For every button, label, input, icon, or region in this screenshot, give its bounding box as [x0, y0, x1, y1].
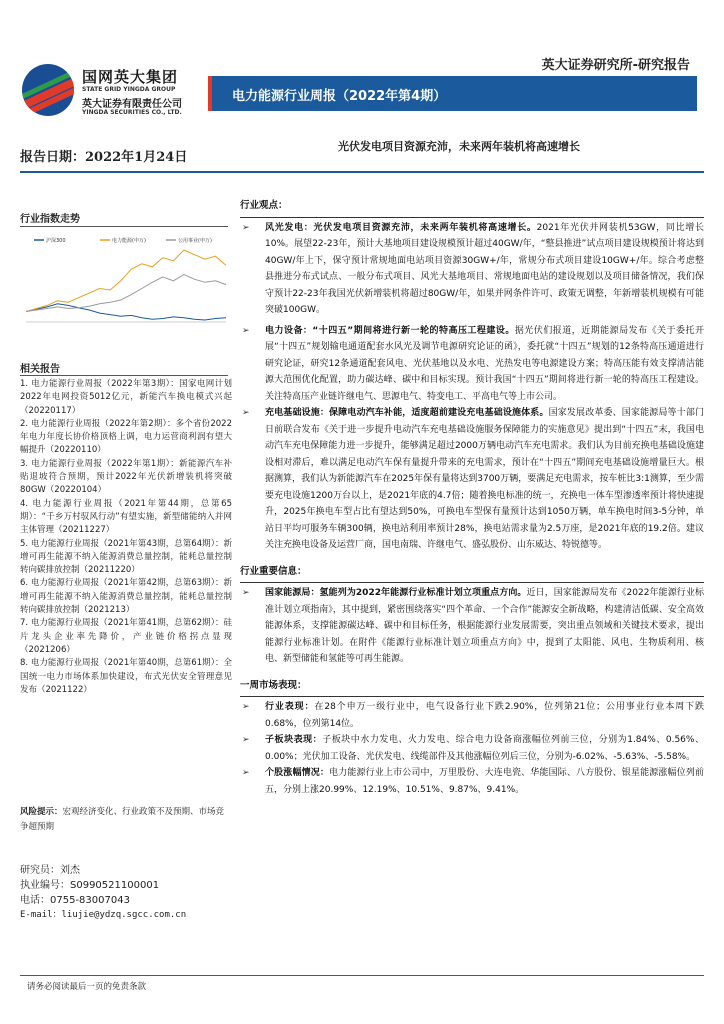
bullet-head: 风光发电：光伏发电项目资源充沛，未来两年装机将高速增长。 [265, 222, 537, 233]
series-line [26, 304, 226, 320]
analyst-email[interactable]: E-mail：liujie@ydzq.sgcc.com.cn [20, 910, 187, 920]
bullet-arrow-icon: ➢ [242, 408, 250, 418]
risk-label: 风险提示： [20, 807, 63, 817]
bullet-text: 近日，国家能源局发布《2022年能源行业标准计划立项指南》，其中提到，紧密围绕落实“四个革命、一个合作”能源安全新战略，构建清洁低碳、安全高效能源体系，支撑能源碳达峰、碳中和目标任务，根据能源行业发展需要，突出重点领域和关键技术要求，提出能源行业标准计划。在附件《能源行业标准计划立项重点方向》中，提到了太阳能、风电、生物质利用、核电、新型储能和氢能等可再生能源。 [265, 588, 704, 664]
legend-label: 电力能源(申万) [112, 238, 146, 244]
footer-disclaimer: 请务必阅读最后一页的免责条款 [27, 982, 147, 992]
bullet-text: 子板块中水力发电、火力发电、综合电力设备商涨幅位列前三位，分别为1.84%、0.56%、0.00%；光伏加工设备、光伏发电、线缆部件及其他涨幅位列后三位，分别为-6.02%、-5.63%、-5.58%。 [265, 735, 704, 762]
market-bullet [240, 765, 704, 798]
market-performance-title: 一周市场表现： [240, 679, 307, 691]
series-line [26, 250, 226, 312]
related-report-item[interactable]: 8. 电力能源行业周报（2021年第40期，总第61期）：全国统一电力市场体系加快建设，布式光伏安全管理意见发布（2021122） [20, 658, 232, 695]
bullet-head: 国家能源局：氢能列为2022年能源行业标准计划立项重点方向。 [265, 588, 527, 598]
sidebar-divider [20, 226, 228, 227]
bullet-text: 在28个申万一级行业中，电气设备行业下跌2.90%，位列第21位；公用事业行业本周下跌0.68%，位列第14位。 [265, 702, 704, 729]
analyst-phone: 电话：0755-83007043 [20, 895, 130, 906]
bullet-head: 行业表现： [265, 702, 315, 712]
subsidiary-name-en: YINGDA SECURITIES CO., LTD. [82, 109, 182, 116]
bullet-arrow-icon: ➢ [242, 588, 250, 598]
bullet-arrow-icon: ➢ [242, 702, 250, 712]
related-report-item[interactable]: 4. 电力能源行业周报（2021年第44期，总第65期）：“千乡万村驭风行动”有望实施，新型储能纳入并网主体管理（20211227） [20, 498, 232, 536]
related-report-item[interactable]: 3. 电力能源行业周报（2022年第1期）：新能源汽车补贴退坡符合预期，预计2022年光伏新增装机将突破80GW（20220104） [20, 458, 232, 496]
related-report-item[interactable]: 1. 电力能源行业周报（2022年第3期）：国家电网计划2022年电网投资5012亿元，新能汽车换电模式兴起（20220117） [20, 379, 232, 416]
section-divider [240, 582, 704, 583]
series-line [26, 275, 226, 312]
section-divider [240, 217, 704, 218]
header-divider [20, 171, 704, 173]
main-content [240, 198, 704, 798]
related-report-item[interactable]: 7. 电力能源行业周报（2021年第41期，总第62期）：硅片龙头企业率先降价，产业链价格拐点显现（2021206） [20, 618, 232, 655]
bullet-arrow-icon: ➢ [242, 735, 250, 745]
index-trend-chart [20, 232, 232, 332]
industry-view-title: 行业观点： [240, 200, 288, 211]
related-report-item[interactable]: 2. 电力能源行业周报（2022年第2期）：多个省份2022年电力年度长协价格顶格上调，电力运营商利润有望大幅提升（20220110） [20, 418, 232, 456]
bullet-head: 个股涨幅情况： [265, 768, 330, 778]
analyst-info [20, 863, 232, 923]
related-reports-title: 相关报告 [20, 364, 60, 375]
bullet-head: 电力设备：“十四五”期间将进行新一轮的特高压工程建设。 [265, 325, 515, 336]
report-brand: 英大证券研究所-研究报告 [541, 58, 690, 73]
view-bullet [240, 323, 704, 406]
risk-warning [20, 805, 232, 835]
analyst-name: 研究员：刘杰 [20, 865, 80, 876]
market-bullet [240, 699, 704, 732]
report-subtitle: 光伏发电项目资源充沛，未来两年装机将高速增长 [338, 140, 580, 153]
subsidiary-name: 英大证券有限责任公司 [82, 99, 182, 110]
related-report-item[interactable]: 5. 电力能源行业周报（2021年第43期，总第64期）：新增可再生能源不纳入能源消费总量控制，能耗总量控制转向碳排放控制（20211220） [20, 538, 232, 576]
bullet-arrow-icon: ➢ [242, 325, 250, 336]
related-reports-list [20, 378, 232, 697]
risk-text: 宏观经济变化、行业政策不及预期、市场竞争超预期 [20, 807, 225, 832]
legend-label: 沪深300 [46, 238, 66, 244]
report-title: 电力能源行业周报（2022年第4期） [232, 89, 447, 104]
bullet-text: 国家发展改革委、国家能源局等十部门日前联合发布《关于进一步提升电动汽车充电基础设施服务保障能力的实施意见》提出到“十四五”末，我国电动汽车充电保障能力进一步提升，能够满足超过2000万辆电动汽车充电需求。我们认为目前充换电基础设施建设相对滞后，难以满足电动汽车保有量提升带来的充电需求，预计在“十四五”期间充电基础设施增量巨大。根据测算，我们认为新能源汽车在2025年保有量将达到3700万辆，要满足充电需求，按车桩比3:1测算，至少需要充电设施1200万台以上，是2021年底的4.7倍；随着换电标准的统一，充换电一体车型渗透率预计将快速提升，2025年换电车型占比有望达到50%，可换电车型保有量预计达到1050万辆，单车换电时间3-5分钟，单站日平均可服务车辆300辆，换电站利用率预计28%，换电站需求量为2.5万座，是2021年底的19.2倍。建议关注充换电设备及运营厂商，国电南瑞、许继电气、盛弘股份、山东威达、特锐德等。 [265, 408, 704, 550]
section-divider [240, 696, 704, 697]
bullet-arrow-icon: ➢ [242, 222, 250, 233]
view-bullet [240, 220, 704, 319]
info-bullet [240, 585, 704, 668]
company-logo-icon [22, 64, 74, 116]
bullet-text: 电力能源行业上市公司中，万里股份、大连电瓷、华能国际、八方股份、银星能源涨幅位列前五，分别上涨20.99%、12.19%、10.51%、9.87%、9.41%。 [265, 768, 704, 795]
report-date: 报告日期：2022年1月24日 [20, 150, 188, 165]
bullet-text: 2021年光伏并网装机53GW，同比增长10%。展望22-23年，预计大基地项目建设规模预计超过40GW/年，“整县推进”试点项目建设规模预计将达到40GW/年上下，保守预计常规地面电站项目资源30GW+/年，常规分布式项目建设10GW+/年。综合考虑整县推进分布式试点、一般分布式项目、风光大基地项目、常规地面电站的建设规划以及项目储备情况，我们保守预计22-23年我国光伏新增装机将超过80GW/年，如果并网条件许可、政策无调整，年新增装机规模有可能突破100GW。 [265, 222, 704, 315]
market-bullet [240, 732, 704, 765]
bullet-arrow-icon: ➢ [242, 768, 250, 778]
bullet-head: 子板块表现： [265, 735, 323, 745]
bullet-head: 充电基础设施：保障电动汽车补能，适度超前建设充电基础设施体系。 [265, 408, 549, 418]
footer-divider [20, 975, 704, 976]
related-report-item[interactable]: 6. 电力能源行业周报（2021年第42期，总第63期）：新增可再生能源不纳入能源消费总量控制，能耗总量控制转向碳排放控制（2021213） [20, 578, 232, 616]
analyst-license: 执业编号：S0990521100001 [20, 880, 160, 891]
company-name: 国网英大集团 [82, 68, 179, 86]
view-bullet [240, 405, 704, 554]
sidebar-divider [20, 375, 228, 376]
company-name-en: STATE GRID YINGDA GROUP [82, 86, 176, 93]
legend-label: 公用事业(申万) [178, 238, 212, 244]
index-trend-title: 行业指数走势 [20, 214, 80, 225]
industry-info-title: 行业重要信息： [240, 565, 307, 577]
bullet-text: 据光伏们报道，近期能源局发布《关于委托开展“十四五”规划输电通道配套水风光及调节电源研究论证的函》，委托就“十四五”规划的12条特高压通道进行研究论证，研究12条通道配套风电、光伏基地以及水电、光热发电等电源建设方案；特高压能有效支撑清洁能源大范围优化配置，助力碳达峰、碳中和目标实现。预计我国“十四五”期间将进行新一轮的特高压工程建设。关注特高压产业链许继电气、思源电气、特变电工、平高电气等上市公司。 [265, 325, 704, 402]
